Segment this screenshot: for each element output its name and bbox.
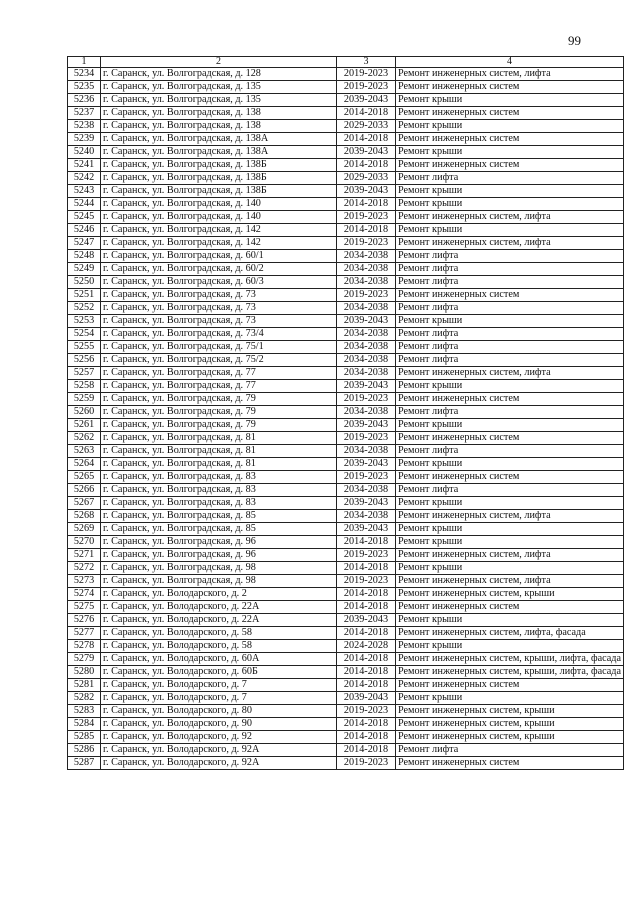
period-cell: 2034-2038 <box>337 328 396 341</box>
period-cell: 2039-2043 <box>337 614 396 627</box>
period-cell: 2019-2023 <box>337 81 396 94</box>
work-type-cell: Ремонт лифта <box>396 484 624 497</box>
table-row <box>68 484 624 497</box>
table-row <box>68 536 624 549</box>
row-number: 5268 <box>68 510 101 523</box>
address-cell: г. Саранск, ул. Волгоградская, д. 73 <box>101 289 337 302</box>
period-cell: 2039-2043 <box>337 94 396 107</box>
period-cell: 2019-2023 <box>337 471 396 484</box>
row-number: 5251 <box>68 289 101 302</box>
address-cell: г. Саранск, ул. Володарского, д. 7 <box>101 692 337 705</box>
address-cell: г. Саранск, ул. Волгоградская, д. 138Б <box>101 185 337 198</box>
period-cell: 2034-2038 <box>337 510 396 523</box>
row-number: 5241 <box>68 159 101 172</box>
period-cell: 2019-2023 <box>337 68 396 81</box>
address-cell: г. Саранск, ул. Волгоградская, д. 98 <box>101 575 337 588</box>
row-number: 5270 <box>68 536 101 549</box>
work-type-cell: Ремонт инженерных систем, лифта, фасада <box>396 627 624 640</box>
row-number: 5253 <box>68 315 101 328</box>
period-cell: 2034-2038 <box>337 367 396 380</box>
address-cell: г. Саранск, ул. Володарского, д. 60А <box>101 653 337 666</box>
row-number: 5280 <box>68 666 101 679</box>
period-cell: 2019-2023 <box>337 211 396 224</box>
work-type-cell: Ремонт инженерных систем, крыши, лифта, фасада <box>396 666 624 679</box>
work-type-cell: Ремонт крыши <box>396 562 624 575</box>
table-row <box>68 653 624 666</box>
period-cell: 2014-2018 <box>337 731 396 744</box>
row-number: 5267 <box>68 497 101 510</box>
row-number: 5255 <box>68 341 101 354</box>
work-type-cell: Ремонт лифта <box>396 744 624 757</box>
address-cell: г. Саранск, ул. Володарского, д. 92 <box>101 731 337 744</box>
table-row <box>68 289 624 302</box>
table-row <box>68 731 624 744</box>
period-cell: 2034-2038 <box>337 406 396 419</box>
period-cell: 2029-2033 <box>337 172 396 185</box>
address-cell: г. Саранск, ул. Волгоградская, д. 73 <box>101 302 337 315</box>
address-cell: г. Саранск, ул. Володарского, д. 58 <box>101 627 337 640</box>
work-type-cell: Ремонт инженерных систем <box>396 757 624 770</box>
row-number: 5238 <box>68 120 101 133</box>
table-row <box>68 172 624 185</box>
address-cell: г. Саранск, ул. Волгоградская, д. 128 <box>101 68 337 81</box>
period-cell: 2039-2043 <box>337 146 396 159</box>
address-cell: г. Саранск, ул. Волгоградская, д. 138 <box>101 120 337 133</box>
period-cell: 2014-2018 <box>337 159 396 172</box>
work-type-cell: Ремонт лифта <box>396 302 624 315</box>
address-cell: г. Саранск, ул. Волгоградская, д. 83 <box>101 471 337 484</box>
row-number: 5264 <box>68 458 101 471</box>
row-number: 5237 <box>68 107 101 120</box>
period-cell: 2014-2018 <box>337 133 396 146</box>
table-row <box>68 744 624 757</box>
work-type-cell: Ремонт инженерных систем <box>396 471 624 484</box>
work-type-cell: Ремонт инженерных систем, лифта <box>396 237 624 250</box>
work-type-cell: Ремонт лифта <box>396 328 624 341</box>
work-type-cell: Ремонт инженерных систем, лифта <box>396 510 624 523</box>
work-type-cell: Ремонт инженерных систем, крыши <box>396 705 624 718</box>
period-cell: 2019-2023 <box>337 705 396 718</box>
work-type-cell: Ремонт инженерных систем <box>396 81 624 94</box>
table-row <box>68 549 624 562</box>
work-type-cell: Ремонт лифта <box>396 263 624 276</box>
period-cell: 2019-2023 <box>337 237 396 250</box>
period-cell: 2019-2023 <box>337 757 396 770</box>
row-number: 5272 <box>68 562 101 575</box>
work-type-cell: Ремонт крыши <box>396 536 624 549</box>
work-type-cell: Ремонт инженерных систем <box>396 601 624 614</box>
row-number: 5273 <box>68 575 101 588</box>
row-number: 5271 <box>68 549 101 562</box>
address-cell: г. Саранск, ул. Волгоградская, д. 60/3 <box>101 276 337 289</box>
work-type-cell: Ремонт крыши <box>396 458 624 471</box>
table-row <box>68 250 624 263</box>
table-row <box>68 406 624 419</box>
period-cell: 2014-2018 <box>337 536 396 549</box>
row-number: 5284 <box>68 718 101 731</box>
table-row <box>68 81 624 94</box>
work-type-cell: Ремонт лифта <box>396 172 624 185</box>
table-row <box>68 705 624 718</box>
address-cell: г. Саранск, ул. Волгоградская, д. 138Б <box>101 159 337 172</box>
row-number: 5262 <box>68 432 101 445</box>
row-number: 5256 <box>68 354 101 367</box>
period-cell: 2034-2038 <box>337 250 396 263</box>
work-type-cell: Ремонт инженерных систем, крыши, лифта, фасада <box>396 653 624 666</box>
work-type-cell: Ремонт инженерных систем <box>396 159 624 172</box>
address-cell: г. Саранск, ул. Волгоградская, д. 98 <box>101 562 337 575</box>
period-cell: 2014-2018 <box>337 744 396 757</box>
work-type-cell: Ремонт крыши <box>396 94 624 107</box>
table-row <box>68 68 624 81</box>
work-type-cell: Ремонт инженерных систем <box>396 432 624 445</box>
work-type-cell: Ремонт крыши <box>396 315 624 328</box>
row-number: 5275 <box>68 601 101 614</box>
address-cell: г. Саранск, ул. Волгоградская, д. 73/4 <box>101 328 337 341</box>
work-type-cell: Ремонт лифта <box>396 354 624 367</box>
work-type-cell: Ремонт лифта <box>396 406 624 419</box>
table-row <box>68 523 624 536</box>
table-row <box>68 133 624 146</box>
period-cell: 2034-2038 <box>337 354 396 367</box>
work-type-cell: Ремонт инженерных систем, крыши <box>396 731 624 744</box>
table-row <box>68 393 624 406</box>
header-col-2: 2 <box>101 57 337 68</box>
work-type-cell: Ремонт крыши <box>396 692 624 705</box>
period-cell: 2039-2043 <box>337 497 396 510</box>
table-row <box>68 198 624 211</box>
period-cell: 2039-2043 <box>337 419 396 432</box>
work-type-cell: Ремонт крыши <box>396 146 624 159</box>
period-cell: 2034-2038 <box>337 445 396 458</box>
work-type-cell: Ремонт инженерных систем, лифта <box>396 211 624 224</box>
period-cell: 2014-2018 <box>337 224 396 237</box>
work-type-cell: Ремонт инженерных систем <box>396 393 624 406</box>
work-type-cell: Ремонт инженерных систем, крыши <box>396 588 624 601</box>
table-row <box>68 614 624 627</box>
row-number: 5247 <box>68 237 101 250</box>
period-cell: 2019-2023 <box>337 432 396 445</box>
work-type-cell: Ремонт инженерных систем <box>396 107 624 120</box>
row-number: 5278 <box>68 640 101 653</box>
period-cell: 2019-2023 <box>337 289 396 302</box>
row-number: 5285 <box>68 731 101 744</box>
row-number: 5266 <box>68 484 101 497</box>
work-type-cell: Ремонт инженерных систем <box>396 133 624 146</box>
work-type-cell: Ремонт инженерных систем, лифта <box>396 549 624 562</box>
row-number: 5242 <box>68 172 101 185</box>
period-cell: 2014-2018 <box>337 718 396 731</box>
address-cell: г. Саранск, ул. Володарского, д. 7 <box>101 679 337 692</box>
address-cell: г. Саранск, ул. Волгоградская, д. 83 <box>101 484 337 497</box>
row-number: 5279 <box>68 653 101 666</box>
work-type-cell: Ремонт инженерных систем, лифта <box>396 575 624 588</box>
table-row <box>68 159 624 172</box>
row-number: 5249 <box>68 263 101 276</box>
period-cell: 2039-2043 <box>337 315 396 328</box>
work-type-cell: Ремонт крыши <box>396 614 624 627</box>
period-cell: 2014-2018 <box>337 679 396 692</box>
row-number: 5274 <box>68 588 101 601</box>
table-row <box>68 380 624 393</box>
table-row <box>68 471 624 484</box>
table-row <box>68 627 624 640</box>
table-row <box>68 302 624 315</box>
address-cell: г. Саранск, ул. Волгоградская, д. 79 <box>101 406 337 419</box>
table-header-row <box>68 57 624 68</box>
period-cell: 2019-2023 <box>337 575 396 588</box>
work-type-cell: Ремонт инженерных систем, крыши <box>396 718 624 731</box>
row-number: 5283 <box>68 705 101 718</box>
table-row <box>68 224 624 237</box>
table-row <box>68 185 624 198</box>
work-type-cell: Ремонт инженерных систем <box>396 289 624 302</box>
address-cell: г. Саранск, ул. Володарского, д. 92А <box>101 757 337 770</box>
work-type-cell: Ремонт крыши <box>396 419 624 432</box>
period-cell: 2034-2038 <box>337 302 396 315</box>
address-cell: г. Саранск, ул. Волгоградская, д. 135 <box>101 94 337 107</box>
period-cell: 2014-2018 <box>337 601 396 614</box>
table-row <box>68 146 624 159</box>
row-number: 5265 <box>68 471 101 484</box>
row-number: 5281 <box>68 679 101 692</box>
work-type-cell: Ремонт крыши <box>396 224 624 237</box>
address-cell: г. Саранск, ул. Волгоградская, д. 138Б <box>101 172 337 185</box>
period-cell: 2039-2043 <box>337 380 396 393</box>
address-cell: г. Саранск, ул. Волгоградская, д. 77 <box>101 380 337 393</box>
address-cell: г. Саранск, ул. Волгоградская, д. 79 <box>101 419 337 432</box>
row-number: 5239 <box>68 133 101 146</box>
address-cell: г. Саранск, ул. Волгоградская, д. 96 <box>101 536 337 549</box>
table-row <box>68 510 624 523</box>
row-number: 5243 <box>68 185 101 198</box>
table-body <box>68 57 624 770</box>
period-cell: 2014-2018 <box>337 627 396 640</box>
row-number: 5263 <box>68 445 101 458</box>
table-row <box>68 445 624 458</box>
address-cell: г. Саранск, ул. Волгоградская, д. 81 <box>101 458 337 471</box>
address-cell: г. Саранск, ул. Волгоградская, д. 60/2 <box>101 263 337 276</box>
row-number: 5245 <box>68 211 101 224</box>
row-number: 5252 <box>68 302 101 315</box>
address-cell: г. Саранск, ул. Володарского, д. 92А <box>101 744 337 757</box>
address-cell: г. Саранск, ул. Волгоградская, д. 138А <box>101 146 337 159</box>
address-cell: г. Саранск, ул. Волгоградская, д. 60/1 <box>101 250 337 263</box>
address-cell: г. Саранск, ул. Волгоградская, д. 75/1 <box>101 341 337 354</box>
row-number: 5240 <box>68 146 101 159</box>
period-cell: 2014-2018 <box>337 666 396 679</box>
table-row <box>68 120 624 133</box>
table-row <box>68 666 624 679</box>
period-cell: 2034-2038 <box>337 484 396 497</box>
work-type-cell: Ремонт лифта <box>396 341 624 354</box>
address-cell: г. Саранск, ул. Волгоградская, д. 96 <box>101 549 337 562</box>
table-row <box>68 276 624 289</box>
work-type-cell: Ремонт крыши <box>396 120 624 133</box>
table-row <box>68 562 624 575</box>
table-row <box>68 315 624 328</box>
work-type-cell: Ремонт крыши <box>396 198 624 211</box>
period-cell: 2014-2018 <box>337 107 396 120</box>
period-cell: 2014-2018 <box>337 562 396 575</box>
work-type-cell: Ремонт инженерных систем, лифта <box>396 68 624 81</box>
table-row <box>68 718 624 731</box>
period-cell: 2034-2038 <box>337 341 396 354</box>
table-row <box>68 94 624 107</box>
row-number: 5234 <box>68 68 101 81</box>
address-cell: г. Саранск, ул. Володарского, д. 22А <box>101 601 337 614</box>
row-number: 5259 <box>68 393 101 406</box>
period-cell: 2029-2033 <box>337 120 396 133</box>
table-row <box>68 419 624 432</box>
table-row <box>68 692 624 705</box>
period-cell: 2014-2018 <box>337 653 396 666</box>
work-type-cell: Ремонт лифта <box>396 276 624 289</box>
period-cell: 2019-2023 <box>337 393 396 406</box>
period-cell: 2014-2018 <box>337 588 396 601</box>
work-type-cell: Ремонт крыши <box>396 640 624 653</box>
address-cell: г. Саранск, ул. Волгоградская, д. 85 <box>101 510 337 523</box>
address-cell: г. Саранск, ул. Волгоградская, д. 79 <box>101 393 337 406</box>
table-row <box>68 679 624 692</box>
work-type-cell: Ремонт лифта <box>396 250 624 263</box>
header-col-1: 1 <box>68 57 101 68</box>
address-cell: г. Саранск, ул. Волгоградская, д. 142 <box>101 237 337 250</box>
work-type-cell: Ремонт крыши <box>396 497 624 510</box>
page-number: 99 <box>568 33 581 48</box>
address-cell: г. Саранск, ул. Володарского, д. 58 <box>101 640 337 653</box>
work-type-cell: Ремонт крыши <box>396 185 624 198</box>
period-cell: 2014-2018 <box>337 198 396 211</box>
address-cell: г. Саранск, ул. Волгоградская, д. 81 <box>101 432 337 445</box>
address-cell: г. Саранск, ул. Волгоградская, д. 138 <box>101 107 337 120</box>
address-cell: г. Саранск, ул. Волгоградская, д. 138А <box>101 133 337 146</box>
address-cell: г. Саранск, ул. Володарского, д. 2 <box>101 588 337 601</box>
row-number: 5248 <box>68 250 101 263</box>
table-row <box>68 432 624 445</box>
table-row <box>68 237 624 250</box>
header-col-4: 4 <box>396 57 624 68</box>
address-cell: г. Саранск, ул. Володарского, д. 60Б <box>101 666 337 679</box>
address-cell: г. Саранск, ул. Волгоградская, д. 140 <box>101 211 337 224</box>
period-cell: 2024-2028 <box>337 640 396 653</box>
period-cell: 2019-2023 <box>337 549 396 562</box>
row-number: 5276 <box>68 614 101 627</box>
period-cell: 2039-2043 <box>337 692 396 705</box>
row-number: 5257 <box>68 367 101 380</box>
table-row <box>68 640 624 653</box>
row-number: 5277 <box>68 627 101 640</box>
row-number: 5269 <box>68 523 101 536</box>
address-cell: г. Саранск, ул. Володарского, д. 90 <box>101 718 337 731</box>
row-number: 5254 <box>68 328 101 341</box>
table-row <box>68 354 624 367</box>
row-number: 5287 <box>68 757 101 770</box>
row-number: 5261 <box>68 419 101 432</box>
table-row <box>68 328 624 341</box>
table-row <box>68 588 624 601</box>
table-row <box>68 757 624 770</box>
table-row <box>68 458 624 471</box>
header-col-3: 3 <box>337 57 396 68</box>
work-type-cell: Ремонт крыши <box>396 523 624 536</box>
table-row <box>68 575 624 588</box>
table-row <box>68 211 624 224</box>
period-cell: 2034-2038 <box>337 263 396 276</box>
repair-schedule-table <box>67 56 624 770</box>
address-cell: г. Саранск, ул. Волгоградская, д. 142 <box>101 224 337 237</box>
address-cell: г. Саранск, ул. Волгоградская, д. 135 <box>101 81 337 94</box>
period-cell: 2039-2043 <box>337 523 396 536</box>
row-number: 5244 <box>68 198 101 211</box>
work-type-cell: Ремонт лифта <box>396 445 624 458</box>
address-cell: г. Саранск, ул. Волгоградская, д. 81 <box>101 445 337 458</box>
address-cell: г. Саранск, ул. Волгоградская, д. 75/2 <box>101 354 337 367</box>
row-number: 5258 <box>68 380 101 393</box>
address-cell: г. Саранск, ул. Волгоградская, д. 73 <box>101 315 337 328</box>
row-number: 5235 <box>68 81 101 94</box>
table-row <box>68 107 624 120</box>
table-row <box>68 497 624 510</box>
address-cell: г. Саранск, ул. Волгоградская, д. 140 <box>101 198 337 211</box>
row-number: 5246 <box>68 224 101 237</box>
address-cell: г. Саранск, ул. Волгоградская, д. 83 <box>101 497 337 510</box>
work-type-cell: Ремонт инженерных систем, лифта <box>396 367 624 380</box>
period-cell: 2034-2038 <box>337 276 396 289</box>
table-row <box>68 263 624 276</box>
address-cell: г. Саранск, ул. Волгоградская, д. 85 <box>101 523 337 536</box>
table-row <box>68 367 624 380</box>
table-row <box>68 601 624 614</box>
address-cell: г. Саранск, ул. Волгоградская, д. 77 <box>101 367 337 380</box>
period-cell: 2039-2043 <box>337 185 396 198</box>
address-cell: г. Саранск, ул. Володарского, д. 22А <box>101 614 337 627</box>
work-type-cell: Ремонт крыши <box>396 380 624 393</box>
work-type-cell: Ремонт инженерных систем <box>396 679 624 692</box>
table-row <box>68 341 624 354</box>
row-number: 5250 <box>68 276 101 289</box>
period-cell: 2039-2043 <box>337 458 396 471</box>
row-number: 5282 <box>68 692 101 705</box>
row-number: 5260 <box>68 406 101 419</box>
address-cell: г. Саранск, ул. Володарского, д. 80 <box>101 705 337 718</box>
row-number: 5236 <box>68 94 101 107</box>
row-number: 5286 <box>68 744 101 757</box>
